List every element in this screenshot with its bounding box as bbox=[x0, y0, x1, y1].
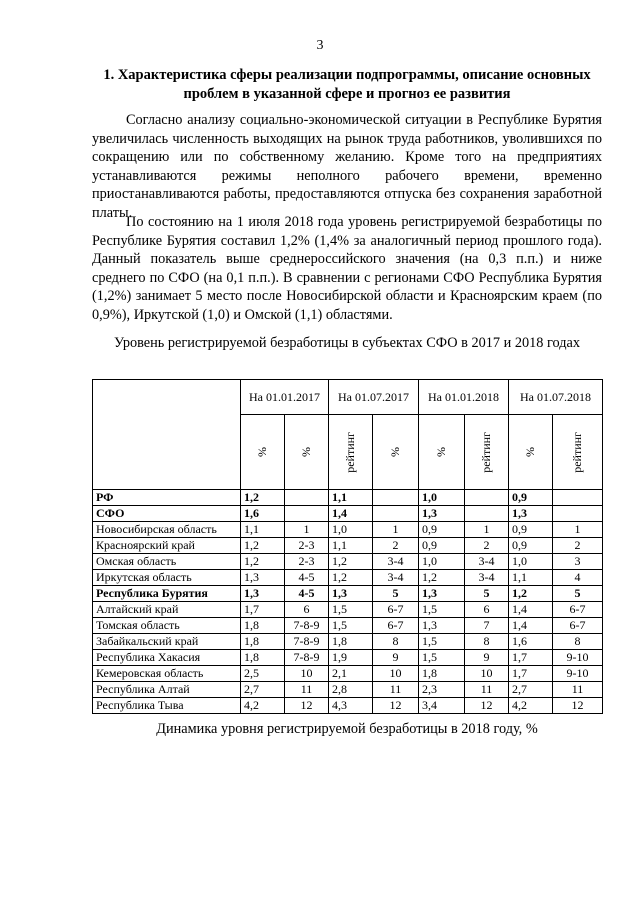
rating-cell: 2 bbox=[553, 538, 603, 554]
unemployment-table bbox=[92, 379, 603, 714]
table-row bbox=[93, 538, 603, 554]
percent-cell: 1,8 bbox=[329, 634, 373, 650]
table-row bbox=[93, 586, 603, 602]
date-header-3: На 01.01.2018 bbox=[419, 380, 509, 415]
percent-cell: 1,8 bbox=[419, 666, 465, 682]
percent-cell: 1,2 bbox=[509, 586, 553, 602]
percent-cell: 1,7 bbox=[509, 666, 553, 682]
region-name-cell: СФО bbox=[93, 506, 241, 522]
percent-cell: 1,5 bbox=[329, 602, 373, 618]
table-row bbox=[93, 634, 603, 650]
rating-cell: 1 bbox=[285, 522, 329, 538]
rating-cell: 1 bbox=[553, 522, 603, 538]
rating-cell: 3 bbox=[553, 554, 603, 570]
region-name-cell: Алтайский край bbox=[93, 602, 241, 618]
percent-cell: 2,7 bbox=[241, 682, 285, 698]
percent-cell: 1,8 bbox=[241, 650, 285, 666]
percent-cell: 1,0 bbox=[329, 522, 373, 538]
percent-cell: 1,4 bbox=[509, 602, 553, 618]
percent-cell: 3,4 bbox=[419, 698, 465, 714]
table-row bbox=[93, 506, 603, 522]
rating-cell: 4-5 bbox=[285, 586, 329, 602]
rating-cell: 8 bbox=[373, 634, 419, 650]
table-row bbox=[93, 618, 603, 634]
rating-cell: 9 bbox=[373, 650, 419, 666]
percent-cell: 1,2 bbox=[329, 570, 373, 586]
region-name-cell: Республика Бурятия bbox=[93, 586, 241, 602]
rating-cell: 11 bbox=[465, 682, 509, 698]
table-row bbox=[93, 682, 603, 698]
rating-cell: 12 bbox=[373, 698, 419, 714]
rating-cell: 11 bbox=[373, 682, 419, 698]
percent-cell: 2,8 bbox=[329, 682, 373, 698]
percent-cell: 1,0 bbox=[509, 554, 553, 570]
percent-cell: 2,5 bbox=[241, 666, 285, 682]
percent-cell: 0,9 bbox=[419, 538, 465, 554]
rating-cell bbox=[553, 506, 603, 522]
region-name-cell: Кемеровская область bbox=[93, 666, 241, 682]
rating-cell: 3-4 bbox=[373, 570, 419, 586]
subheader-cell: % bbox=[509, 415, 553, 490]
rating-cell: 10 bbox=[285, 666, 329, 682]
region-name-cell: РФ bbox=[93, 490, 241, 506]
section-heading: 1. Характеристика сферы реализации подпрограммы, описание основных проблем в указанной сфере и прогноз ее развития bbox=[103, 67, 591, 102]
rating-cell: 9-10 bbox=[553, 650, 603, 666]
percent-cell: 0,9 bbox=[419, 522, 465, 538]
table-row bbox=[93, 666, 603, 682]
paragraph-2: По состоянию на 1 июля 2018 года уровень регистрируемой безработицы по Республике Бурятия составил 1,2% (1,4% за аналогичный период прошлого года). Данный показатель выше среднероссийского значения (на 0,3 п.п.) и ниже среднего по СФО (на 0,1 п.п.). В сравнении с регионами СФО Республика Бурятия (1,2%) занимает 5 место после Новосибирской области и Красноярским краем (по 0,9%), Иркутской (1,0) и Омской (1,1) областями. bbox=[92, 214, 602, 323]
percent-cell: 4,3 bbox=[329, 698, 373, 714]
subheader-cell: % bbox=[241, 415, 285, 490]
percent-cell: 0,9 bbox=[509, 522, 553, 538]
rating-cell: 10 bbox=[373, 666, 419, 682]
table-row bbox=[93, 522, 603, 538]
rating-cell bbox=[465, 506, 509, 522]
rating-cell: 3-4 bbox=[373, 554, 419, 570]
percent-cell: 1,3 bbox=[241, 586, 285, 602]
rating-cell: 11 bbox=[285, 682, 329, 698]
table-row bbox=[93, 698, 603, 714]
date-header-2: На 01.07.2017 bbox=[329, 380, 419, 415]
rating-cell: 1 bbox=[465, 522, 509, 538]
percent-cell: 1,2 bbox=[419, 570, 465, 586]
region-header bbox=[93, 380, 241, 490]
rating-cell: 5 bbox=[373, 586, 419, 602]
subheader-cell: % bbox=[373, 415, 419, 490]
rating-cell: 12 bbox=[465, 698, 509, 714]
rating-cell: 6-7 bbox=[553, 602, 603, 618]
percent-cell: 1,5 bbox=[419, 634, 465, 650]
percent-cell: 1,4 bbox=[329, 506, 373, 522]
rating-cell bbox=[465, 490, 509, 506]
percent-cell: 1,4 bbox=[509, 618, 553, 634]
subheader-cell: % bbox=[285, 415, 329, 490]
percent-cell: 0,9 bbox=[509, 490, 553, 506]
rating-cell: 2-3 bbox=[285, 538, 329, 554]
table-row bbox=[93, 570, 603, 586]
percent-cell: 1,3 bbox=[509, 506, 553, 522]
rating-cell bbox=[373, 490, 419, 506]
percent-cell: 1,1 bbox=[509, 570, 553, 586]
percent-cell: 1,3 bbox=[329, 586, 373, 602]
rating-cell: 9-10 bbox=[553, 666, 603, 682]
percent-cell: 2,7 bbox=[509, 682, 553, 698]
percent-cell: 1,7 bbox=[241, 602, 285, 618]
rating-cell: 6-7 bbox=[373, 602, 419, 618]
rating-cell: 12 bbox=[285, 698, 329, 714]
rating-cell: 8 bbox=[553, 634, 603, 650]
rating-cell: 11 bbox=[553, 682, 603, 698]
percent-cell: 1,2 bbox=[329, 554, 373, 570]
subheader-cell: рейтинг bbox=[553, 415, 603, 490]
subheader-cell: % bbox=[419, 415, 465, 490]
rating-cell: 3-4 bbox=[465, 554, 509, 570]
percent-cell: 1,3 bbox=[419, 618, 465, 634]
percent-cell: 1,3 bbox=[241, 570, 285, 586]
percent-cell: 1,2 bbox=[241, 490, 285, 506]
region-name-cell: Омская область bbox=[93, 554, 241, 570]
region-name-cell: Красноярский край bbox=[93, 538, 241, 554]
rating-cell: 5 bbox=[465, 586, 509, 602]
rating-cell: 10 bbox=[465, 666, 509, 682]
rating-cell: 3-4 bbox=[465, 570, 509, 586]
rating-cell: 6-7 bbox=[373, 618, 419, 634]
percent-cell: 1,3 bbox=[419, 506, 465, 522]
table-row bbox=[93, 490, 603, 506]
rating-cell: 7-8-9 bbox=[285, 618, 329, 634]
table-row bbox=[93, 602, 603, 618]
rating-cell: 5 bbox=[553, 586, 603, 602]
rating-cell: 2 bbox=[465, 538, 509, 554]
region-name-cell: Новосибирская область bbox=[93, 522, 241, 538]
table-row bbox=[93, 650, 603, 666]
percent-cell: 4,2 bbox=[241, 698, 285, 714]
percent-cell: 1,8 bbox=[241, 618, 285, 634]
date-header-4: На 01.07.2018 bbox=[509, 380, 603, 415]
percent-cell: 1,0 bbox=[419, 554, 465, 570]
subheader-cell: рейтинг bbox=[465, 415, 509, 490]
percent-cell: 2,1 bbox=[329, 666, 373, 682]
region-name-cell: Забайкальский край bbox=[93, 634, 241, 650]
page-number: 3 bbox=[316, 38, 324, 53]
rating-cell: 7-8-9 bbox=[285, 650, 329, 666]
percent-cell: 1,9 bbox=[329, 650, 373, 666]
percent-cell: 1,6 bbox=[509, 634, 553, 650]
percent-cell: 1,2 bbox=[241, 538, 285, 554]
rating-cell: 1 bbox=[373, 522, 419, 538]
rating-cell: 7 bbox=[465, 618, 509, 634]
percent-cell: 1,6 bbox=[241, 506, 285, 522]
region-name-cell: Томская область bbox=[93, 618, 241, 634]
region-name-cell: Республика Тыва bbox=[93, 698, 241, 714]
rating-cell: 6 bbox=[465, 602, 509, 618]
region-name-cell: Республика Хакасия bbox=[93, 650, 241, 666]
percent-cell: 1,5 bbox=[419, 650, 465, 666]
chart-caption: Динамика уровня регистрируемой безработицы в 2018 году, % bbox=[156, 721, 538, 737]
percent-cell: 1,2 bbox=[241, 554, 285, 570]
paragraph-1: Согласно анализу социально-экономической ситуации в Республике Бурятия увеличилась численность выходящих на рынок труда работников, уволившихся по сокращению или по собственному желанию. Кроме того на предприятиях устанавливаются режимы неполного рабочего времени, временно приостанавливаются работы, предоставляются отпуска без сохранения заработной платы. bbox=[92, 112, 602, 221]
percent-cell: 1,3 bbox=[419, 586, 465, 602]
table-row bbox=[93, 554, 603, 570]
percent-cell: 2,3 bbox=[419, 682, 465, 698]
rating-cell bbox=[373, 506, 419, 522]
rating-cell: 8 bbox=[465, 634, 509, 650]
subheader-cell: рейтинг bbox=[329, 415, 373, 490]
rating-cell bbox=[553, 490, 603, 506]
rating-cell bbox=[285, 506, 329, 522]
rating-cell: 2-3 bbox=[285, 554, 329, 570]
rating-cell: 4 bbox=[553, 570, 603, 586]
percent-cell: 0,9 bbox=[509, 538, 553, 554]
date-header-1: На 01.01.2017 bbox=[241, 380, 329, 415]
percent-cell: 1,8 bbox=[241, 634, 285, 650]
rating-cell: 4-5 bbox=[285, 570, 329, 586]
region-name-cell: Иркутская область bbox=[93, 570, 241, 586]
table-caption: Уровень регистрируемой безработицы в субъектах СФО в 2017 и 2018 годах bbox=[113, 335, 581, 351]
percent-cell: 1,1 bbox=[329, 490, 373, 506]
rating-cell bbox=[285, 490, 329, 506]
percent-cell: 1,5 bbox=[329, 618, 373, 634]
percent-cell: 1,1 bbox=[329, 538, 373, 554]
percent-cell: 1,7 bbox=[509, 650, 553, 666]
rating-cell: 12 bbox=[553, 698, 603, 714]
rating-cell: 9 bbox=[465, 650, 509, 666]
rating-cell: 6-7 bbox=[553, 618, 603, 634]
percent-cell: 1,1 bbox=[241, 522, 285, 538]
percent-cell: 1,5 bbox=[419, 602, 465, 618]
rating-cell: 6 bbox=[285, 602, 329, 618]
rating-cell: 2 bbox=[373, 538, 419, 554]
percent-cell: 4,2 bbox=[509, 698, 553, 714]
percent-cell: 1,0 bbox=[419, 490, 465, 506]
rating-cell: 7-8-9 bbox=[285, 634, 329, 650]
region-name-cell: Республика Алтай bbox=[93, 682, 241, 698]
